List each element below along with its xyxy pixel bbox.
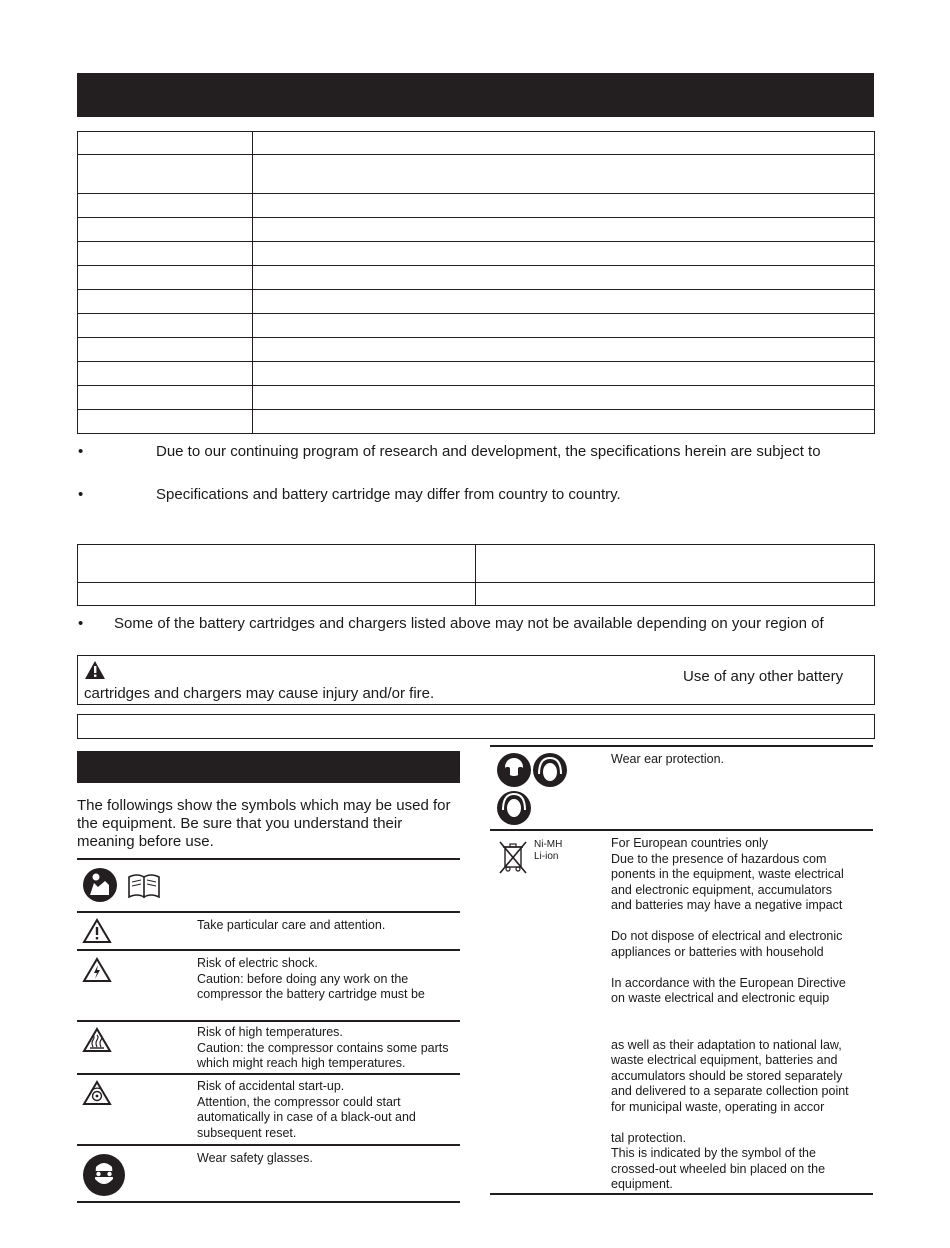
read-manual-icon: [83, 867, 163, 903]
symbol-text-electric: Risk of electric shock. Caution: before doing any work on the compressor the battery cartridge must be: [197, 956, 425, 1001]
bin-label-nimh: Ni-MH: [534, 839, 563, 850]
bullet: •: [78, 486, 84, 503]
symbols-intro: The followings show the symbols which may be used for the equipment. Be sure that you understand their meaning before use.: [77, 797, 451, 850]
symbol-text-glasses: Wear safety glasses.: [197, 1151, 313, 1165]
crossed-bin-icon: [497, 839, 529, 875]
battery-table: [77, 544, 875, 606]
empty-box: [77, 714, 875, 739]
electric-shock-icon: [82, 957, 112, 983]
note-region: Some of the battery cartridges and chargers listed above may not be available depending on your region of: [114, 615, 824, 632]
bin-label-liion: Li-ion: [534, 851, 559, 862]
warning-box: [77, 655, 875, 705]
symbol-text-caution: Take particular care and attention.: [197, 918, 386, 932]
symbol-text-bin: For European countries only Due to the presence of hazardous com ponents in the equipment, waste electrical and electronic equipment, accumulators and batteries may have a negative impact Do not dispose of electrical and electronic appliances or batteries with household In accordance with the European Directive on waste electrical and electronic equip as well as their adaptation to national law, waste electrical equipment, batteries and accumulators should be stored separately and delivered to a separate collection point for municipal waste, operating in accor tal protection. This is indicated by the symbol of the crossed-out wheeled bin placed on the equipment.: [611, 836, 849, 1191]
bullet: •: [78, 443, 84, 460]
spec-cell: [78, 155, 253, 194]
note-country: Specifications and battery cartridge may differ from country to country.: [156, 486, 621, 503]
accidental-startup-icon: [82, 1080, 112, 1106]
spec-cell: [78, 132, 253, 155]
ear-protection-icon: [497, 752, 569, 826]
warning-line2: cartridges and chargers may cause injury and/or fire.: [84, 685, 435, 702]
spec-table: [77, 131, 875, 434]
symbol-text-ear: Wear ear protection.: [611, 752, 725, 766]
safety-glasses-icon: [82, 1153, 126, 1197]
note-research: Due to our continuing program of research and development, the specifications herein are subject to: [156, 443, 821, 460]
caution-triangle-icon: [82, 918, 112, 944]
bullet: •: [78, 615, 84, 632]
hot-surface-icon: [82, 1027, 112, 1053]
warning-right-text: Use of any other battery: [683, 668, 844, 685]
symbol-text-startup: Risk of accidental start-up. Attention, the compressor could start automatically in case of a black-out and subsequent reset.: [197, 1079, 416, 1140]
spec-cell: [253, 155, 875, 194]
warning-triangle-icon: [84, 660, 106, 680]
spec-cell: [253, 132, 875, 155]
symbols-header-bar: [77, 751, 460, 783]
spec-header-bar: [77, 73, 874, 117]
symbol-text-hot: Risk of high temperatures. Caution: the compressor contains some parts which might reach high temperatures.: [197, 1025, 449, 1070]
